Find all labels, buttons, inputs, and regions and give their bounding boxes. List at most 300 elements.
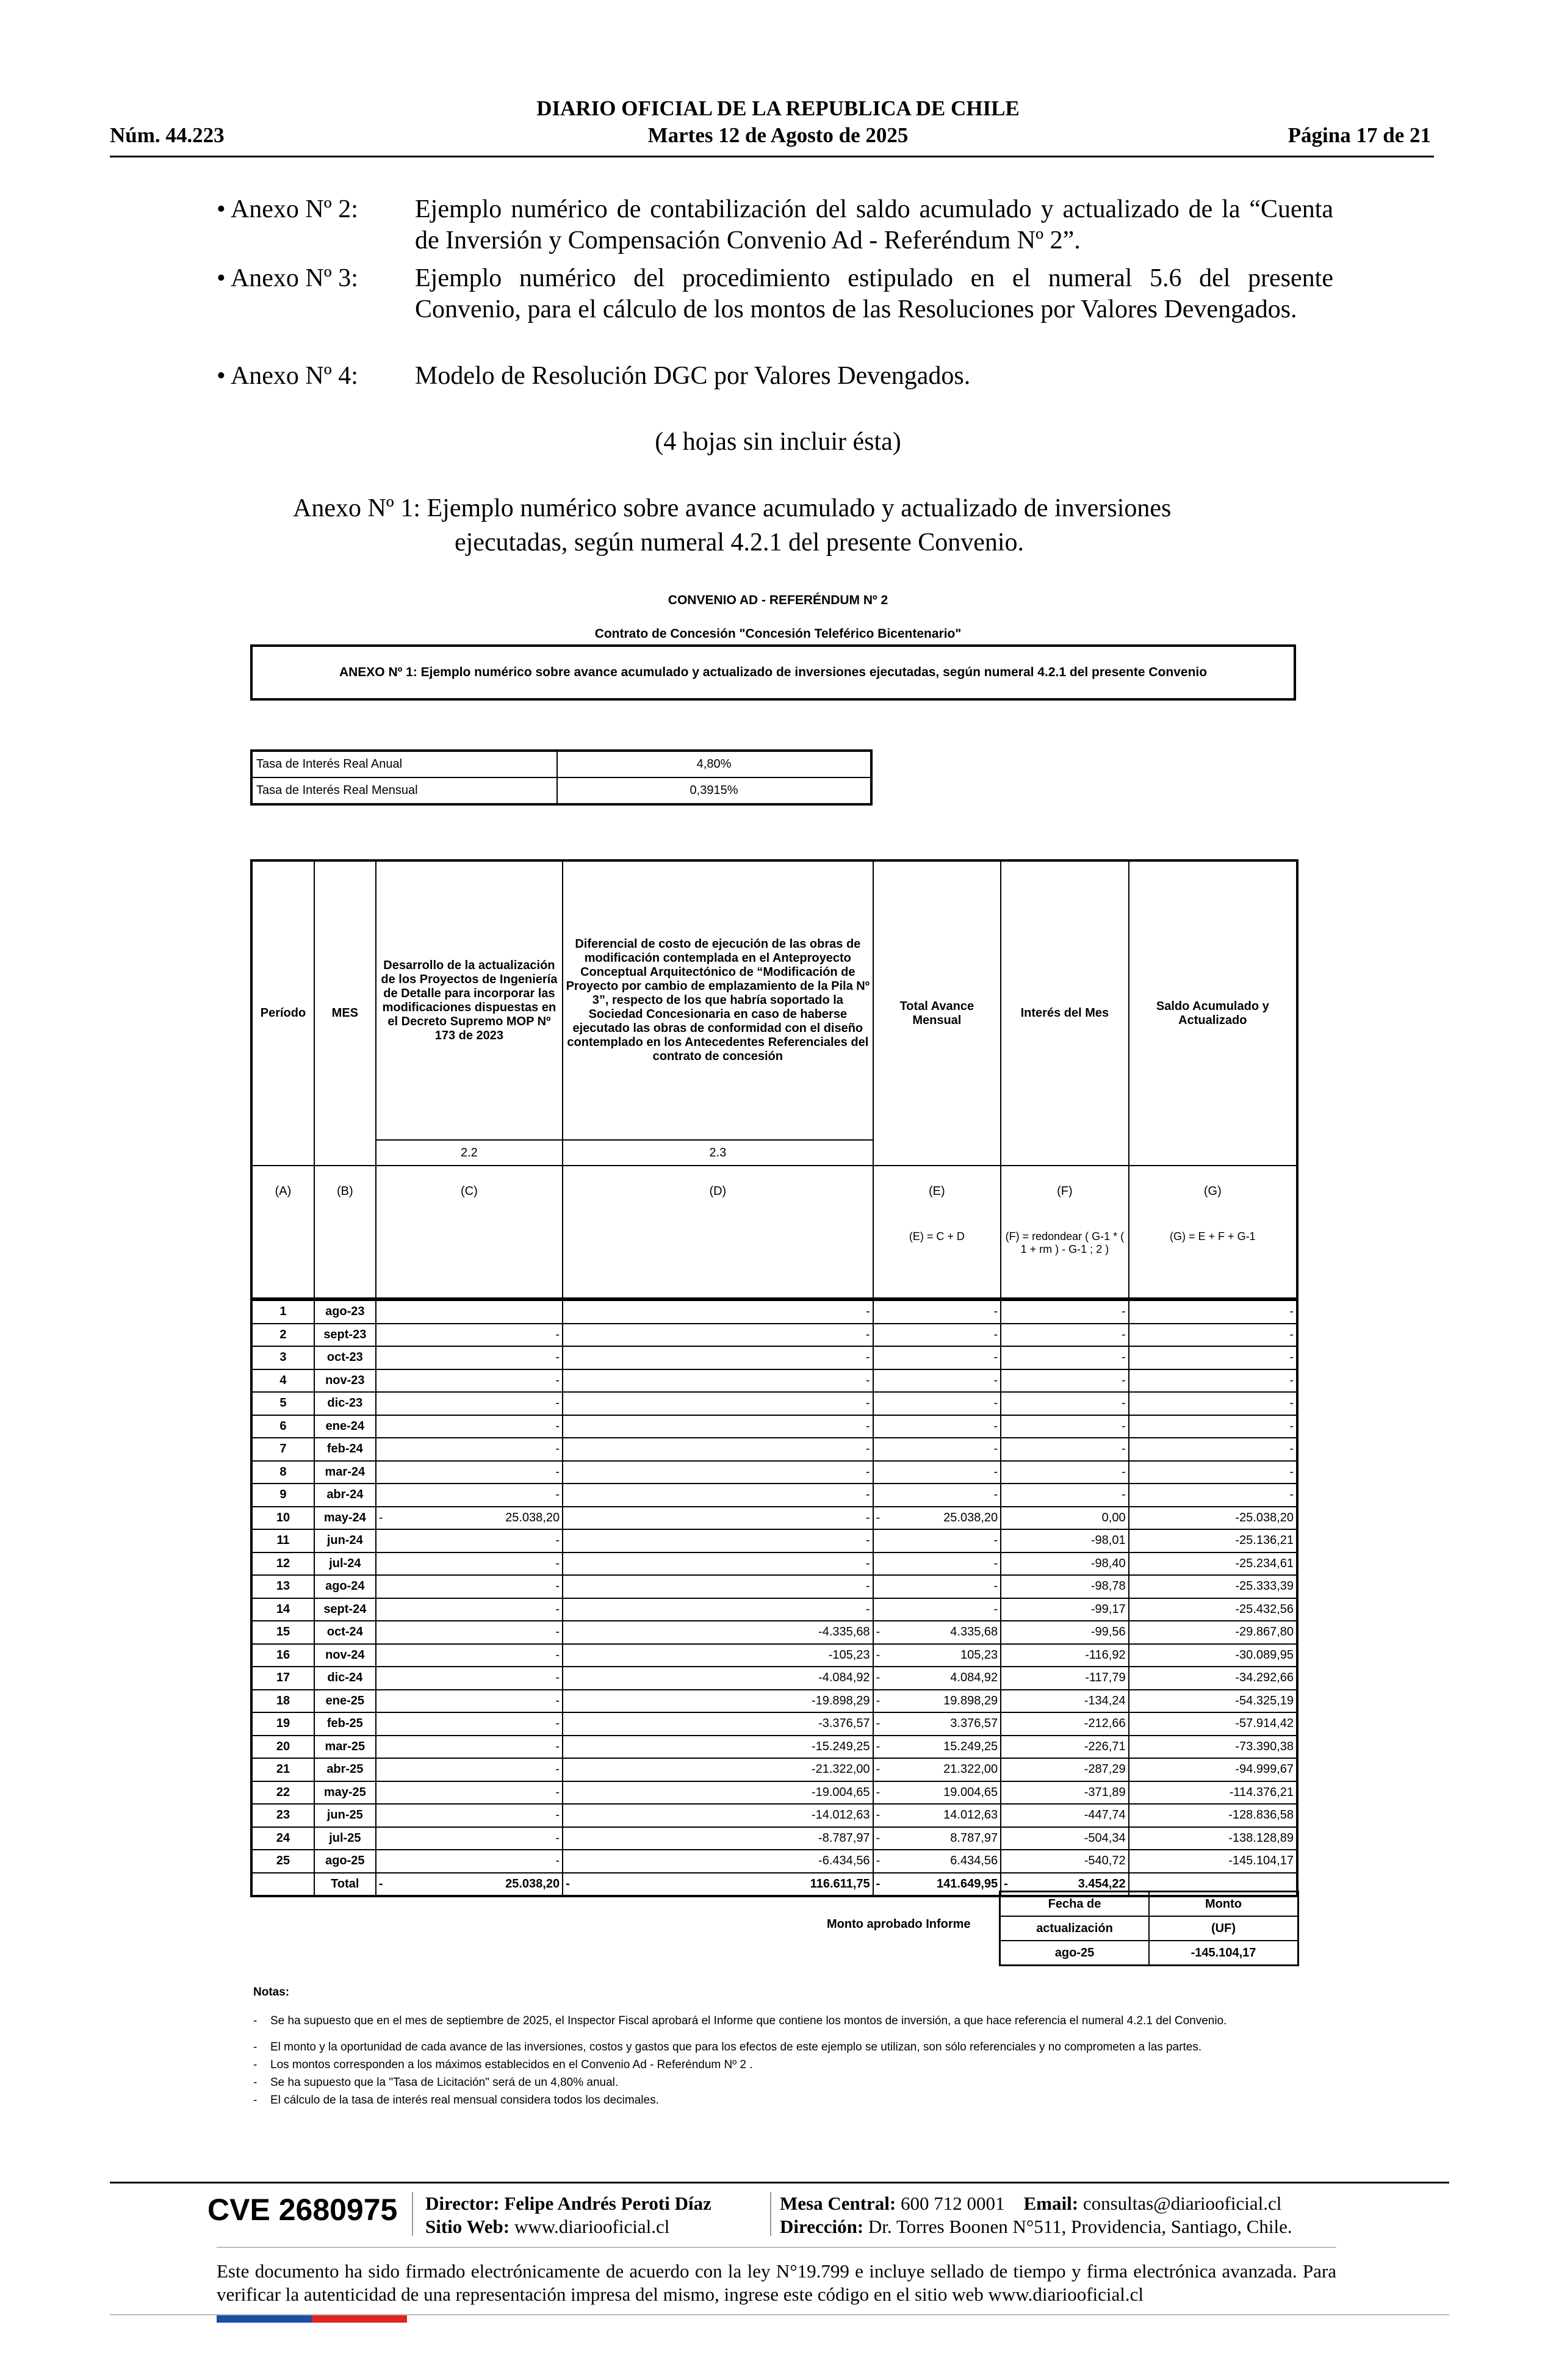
cell-d: - <box>563 1300 873 1324</box>
table-row <box>251 1507 1297 1530</box>
cell-e: - 19.004,65 <box>873 1781 1001 1805</box>
direccion-label: Dirección: <box>780 2216 864 2237</box>
cell-c: - <box>376 1346 563 1369</box>
annex1-title-line1: Anexo Nº 1: Ejemplo numérico sobre avance acumulado y actualizado de inversiones <box>293 494 1172 522</box>
cell-periodo: 24 <box>251 1827 314 1850</box>
cell-c: - <box>376 1644 563 1667</box>
cell-c: - <box>376 1484 563 1507</box>
cell-periodo: 7 <box>251 1438 314 1461</box>
cell-d: -6.434,56 <box>563 1850 873 1873</box>
cell-d: - <box>563 1324 873 1347</box>
cell-c: - <box>376 1736 563 1759</box>
cell-d: - <box>563 1507 873 1530</box>
monto-table <box>999 1891 1299 1966</box>
cell-c: - <box>376 1461 563 1484</box>
annex1-title <box>293 491 1342 560</box>
col-letter: (D) <box>563 1166 873 1299</box>
table-row <box>1000 1916 1298 1941</box>
col-header-mes: MES <box>314 860 376 1166</box>
col-header-e: Total Avance Mensual <box>873 860 1001 1166</box>
cell-e: - 8.787,97 <box>873 1827 1001 1850</box>
col-letter: (G) <box>1203 1185 1222 1198</box>
cell-d: - <box>563 1484 873 1507</box>
director-name: Felipe Andrés Peroti Díaz <box>504 2193 711 2214</box>
cell-f: -371,89 <box>1001 1781 1128 1805</box>
cell-f: -540,72 <box>1001 1850 1128 1873</box>
cell-e: - 21.322,00 <box>873 1758 1001 1781</box>
cell-mes: nov-23 <box>314 1369 376 1393</box>
cell-f: -212,66 <box>1001 1712 1128 1736</box>
cell-mes: feb-24 <box>314 1438 376 1461</box>
col-letter: (C) <box>376 1166 563 1299</box>
cell-mes: abr-25 <box>314 1758 376 1781</box>
annex-item <box>217 361 1333 392</box>
cell-mes: dic-24 <box>314 1667 376 1690</box>
mesa-phone: 600 712 0001 <box>901 2193 1005 2214</box>
cell-mes: mar-25 <box>314 1736 376 1759</box>
page-number: Página 17 de 21 <box>1288 123 1431 147</box>
cell-g: -73.390,38 <box>1129 1736 1297 1759</box>
cell-e: - <box>873 1484 1001 1507</box>
note-item: - Se ha supuesto que en el mes de septiembre de 2025, el Inspector Fiscal aprobará el Informe que contiene los montos de inversión, a que hace referencia el numeral 4.2.1 del Convenio. <box>253 2012 1291 2030</box>
sitio-label: Sitio Web: <box>425 2216 510 2237</box>
monto-label: Monto aprobado Informe <box>827 1917 971 1931</box>
table-row <box>251 1300 1297 1324</box>
cell-periodo: 13 <box>251 1575 314 1598</box>
table-row <box>251 1415 1297 1438</box>
cell-c: - <box>376 1598 563 1621</box>
cell-periodo: 3 <box>251 1346 314 1369</box>
monto-valor: -145.104,17 <box>1149 1941 1298 1966</box>
cell-mes: dic-23 <box>314 1392 376 1415</box>
monto-header: actualización <box>1000 1916 1150 1941</box>
cell-d: - <box>563 1346 873 1369</box>
total-c: - 25.038,20 <box>376 1873 563 1897</box>
cell-mes: oct-24 <box>314 1621 376 1644</box>
footer-rule <box>110 2182 1449 2183</box>
footer-separator <box>770 2192 771 2236</box>
table-row <box>251 1598 1297 1621</box>
table-row <box>251 1621 1297 1644</box>
cell-mes: may-25 <box>314 1781 376 1805</box>
cell-c: - <box>376 1324 563 1347</box>
cell-g: - <box>1129 1438 1297 1461</box>
total-e: - 141.649,95 <box>873 1873 1001 1897</box>
cell-c: - <box>376 1667 563 1690</box>
header-row <box>251 1166 1297 1299</box>
table-row <box>1000 1941 1298 1966</box>
table-row <box>251 1552 1297 1576</box>
cell-periodo: 6 <box>251 1415 314 1438</box>
cell-f: -134,24 <box>1001 1690 1128 1713</box>
mesa-label: Mesa Central: <box>780 2193 896 2214</box>
table-row <box>251 1369 1297 1393</box>
cell-f: -287,29 <box>1001 1758 1128 1781</box>
table-row <box>251 1575 1297 1598</box>
total-blank <box>251 1873 314 1897</box>
cell-mes: jun-25 <box>314 1804 376 1827</box>
monto-header: Fecha de <box>1000 1892 1150 1917</box>
cell-c: - <box>376 1827 563 1850</box>
cell-g: - <box>1129 1300 1297 1324</box>
cell-g: - <box>1129 1369 1297 1393</box>
cell-mes: ago-24 <box>314 1575 376 1598</box>
cell-e: - 25.038,20 <box>873 1507 1001 1530</box>
cell-periodo: 25 <box>251 1850 314 1873</box>
cell-periodo: 20 <box>251 1736 314 1759</box>
cell-c: - <box>376 1575 563 1598</box>
cell-e: - <box>873 1300 1001 1324</box>
cell-c: - <box>376 1438 563 1461</box>
cell-c: - <box>376 1392 563 1415</box>
cell-periodo: 17 <box>251 1667 314 1690</box>
cell-d: -21.322,00 <box>563 1758 873 1781</box>
cell-g: -145.104,17 <box>1129 1850 1297 1873</box>
sitio-link[interactable]: www.diariooficial.cl <box>514 2216 670 2237</box>
cell-periodo: 21 <box>251 1758 314 1781</box>
direccion-text: Dr. Torres Boonen N°511, Providencia, Santiago, Chile. <box>868 2216 1292 2237</box>
cell-d: - <box>563 1575 873 1598</box>
cell-f: -99,56 <box>1001 1621 1128 1644</box>
annex-item <box>217 263 1333 356</box>
cell-mes: ago-23 <box>314 1300 376 1324</box>
formula-g: (G) = E + F + G-1 <box>1170 1230 1256 1242</box>
cell-periodo: 8 <box>251 1461 314 1484</box>
cell-f: -226,71 <box>1001 1736 1128 1759</box>
cell-c: - <box>376 1781 563 1805</box>
cell-mes: ene-24 <box>314 1415 376 1438</box>
cell-d: -3.376,57 <box>563 1712 873 1736</box>
cell-periodo: 5 <box>251 1392 314 1415</box>
annex1-title-line2: ejecutadas, según numeral 4.2.1 del presente Convenio. <box>455 528 1025 557</box>
cell-mes: ene-25 <box>314 1690 376 1713</box>
cell-e: - <box>873 1529 1001 1552</box>
cell-g: -57.914,42 <box>1129 1712 1297 1736</box>
cell-c: - <box>376 1712 563 1736</box>
director-block <box>425 2192 711 2238</box>
issue-number: Núm. 44.223 <box>110 123 225 147</box>
table-row <box>251 1644 1297 1667</box>
cell-g: - <box>1129 1346 1297 1369</box>
cell-c: - <box>376 1621 563 1644</box>
table-row <box>251 1392 1297 1415</box>
cell-mes: sept-24 <box>314 1598 376 1621</box>
table-row <box>251 1712 1297 1736</box>
cell-e: - <box>873 1324 1001 1347</box>
anexo-box: ANEXO Nº 1: Ejemplo numérico sobre avance acumulado y actualizado de inversiones ejecutadas, según numeral 4.2.1 del presente Convenio <box>250 644 1296 701</box>
cell-f: - <box>1001 1369 1128 1393</box>
cell-periodo: 10 <box>251 1507 314 1530</box>
table-row <box>251 1438 1297 1461</box>
cell-e: - 15.249,25 <box>873 1736 1001 1759</box>
cell-d: -19.898,29 <box>563 1690 873 1713</box>
col-letter-f <box>1001 1166 1128 1299</box>
note-item: - Se ha supuesto que la "Tasa de Licitación" será de un 4,80% anual. <box>253 2074 1291 2091</box>
col-header-g: Saldo Acumulado y Actualizado <box>1129 860 1297 1166</box>
col-header-f: Interés del Mes <box>1001 860 1128 1166</box>
note-text: Se ha supuesto que la "Tasa de Licitación" será de un 4,80% anual. <box>270 2076 619 2089</box>
table-row <box>251 1736 1297 1759</box>
cell-g: - <box>1129 1392 1297 1415</box>
table-row <box>251 1781 1297 1805</box>
cell-mes: jul-24 <box>314 1552 376 1576</box>
annex-label: • Anexo Nº 4: <box>217 362 358 390</box>
cell-g: -25.432,56 <box>1129 1598 1297 1621</box>
cell-periodo: 11 <box>251 1529 314 1552</box>
table-row <box>251 1758 1297 1781</box>
cell-e: - 4.084,92 <box>873 1667 1001 1690</box>
monto-header: Monto <box>1149 1892 1298 1917</box>
cell-c: - <box>376 1415 563 1438</box>
table-row <box>251 1529 1297 1552</box>
footer-rule <box>217 2247 1336 2248</box>
cell-g: - <box>1129 1415 1297 1438</box>
note-item: - Los montos corresponden a los máximos establecidos en el Convenio Ad - Referéndum Nº 2 . <box>253 2056 1291 2074</box>
col-num-c: 2.2 <box>376 1140 563 1166</box>
cell-g: -94.999,67 <box>1129 1758 1297 1781</box>
cell-e: - 6.434,56 <box>873 1850 1001 1873</box>
cell-e: - 19.898,29 <box>873 1690 1001 1713</box>
note-item: - El cálculo de la tasa de interés real mensual considera todos los decimales. <box>253 2091 1291 2109</box>
cell-f: -98,01 <box>1001 1529 1128 1552</box>
cell-periodo: 16 <box>251 1644 314 1667</box>
cell-mes: jul-25 <box>314 1827 376 1850</box>
cell-e: - <box>873 1575 1001 1598</box>
note-text: Los montos corresponden a los máximos establecidos en el Convenio Ad - Referéndum Nº 2 . <box>270 2058 753 2071</box>
cell-periodo: 9 <box>251 1484 314 1507</box>
header-rule <box>110 156 1434 157</box>
cell-c: - <box>376 1369 563 1393</box>
table-row <box>251 1484 1297 1507</box>
cell-g: -34.292,66 <box>1129 1667 1297 1690</box>
annex-text: Ejemplo numérico del procedimiento estipulado en el numeral 5.6 del presente Convenio, para el cálculo de los montos de las Resoluciones por Valores Devengados. <box>415 264 1333 323</box>
cell-e: - <box>873 1369 1001 1393</box>
annex-item <box>217 194 1333 256</box>
cell-f: - <box>1001 1461 1128 1484</box>
col-num-d: 2.3 <box>563 1140 873 1166</box>
cell-d: -14.012,63 <box>563 1804 873 1827</box>
cell-f: - <box>1001 1300 1128 1324</box>
cell-e: - <box>873 1438 1001 1461</box>
cell-e: - 3.376,57 <box>873 1712 1001 1736</box>
annex-label: • Anexo Nº 2: <box>217 195 358 223</box>
cell-d: - <box>563 1415 873 1438</box>
cell-f: 0,00 <box>1001 1507 1128 1530</box>
interest-rate-table <box>250 749 873 806</box>
annex-label: • Anexo Nº 3: <box>217 264 358 292</box>
cell-mes: sept-23 <box>314 1324 376 1347</box>
cell-mes: feb-25 <box>314 1712 376 1736</box>
cell-d: - <box>563 1461 873 1484</box>
cell-f: - <box>1001 1346 1128 1369</box>
cell-f: - <box>1001 1324 1128 1347</box>
contrato-title: Contrato de Concesión "Concesión Teleférico Bicentenario" <box>594 627 962 641</box>
cell-c: - <box>376 1850 563 1873</box>
cell-f: - <box>1001 1392 1128 1415</box>
cell-mes: may-24 <box>314 1507 376 1530</box>
cell-d: - <box>563 1438 873 1461</box>
cell-periodo: 4 <box>251 1369 314 1393</box>
total-label: Total <box>314 1873 376 1897</box>
newspaper-title: DIARIO OFICIAL DE LA REPUBLICA DE CHILE <box>536 96 1020 120</box>
table-body <box>251 1299 1297 1896</box>
cell-f: - <box>1001 1438 1128 1461</box>
signature-note: Este documento ha sido firmado electrónicamente de acuerdo con la ley N°19.799 e incluye sellado de tiempo y firma electrónica avanzada. Para verificar la autenticidad de una representación impresa del mismo, ingrese este código en el sitio web www.diariooficial.cl <box>217 2260 1336 2305</box>
cell-mes: oct-23 <box>314 1346 376 1369</box>
note-text: El monto y la oportunidad de cada avance de las inversiones, costos y gastos que para los efectos de este ejemplo se utilizan, son sólo referenciales y no comprometen a las partes. <box>270 2041 1202 2054</box>
cell-c: - <box>376 1529 563 1552</box>
cell-g: -138.128,89 <box>1129 1827 1297 1850</box>
cell-periodo: 12 <box>251 1552 314 1576</box>
cell-mes: abr-24 <box>314 1484 376 1507</box>
cell-c: - 25.038,20 <box>376 1507 563 1530</box>
table-row <box>251 1690 1297 1713</box>
cell-d: -105,23 <box>563 1644 873 1667</box>
cell-mes: jun-24 <box>314 1529 376 1552</box>
cve-code: CVE 2680975 <box>207 2193 398 2227</box>
cell-periodo: 15 <box>251 1621 314 1644</box>
flag-blue <box>217 2315 312 2323</box>
total-f: - 3.454,22 <box>1001 1873 1128 1897</box>
col-letter-g <box>1129 1166 1297 1299</box>
cell-periodo: 1 <box>251 1300 314 1324</box>
cell-d: -4.084,92 <box>563 1667 873 1690</box>
cell-d: - <box>563 1529 873 1552</box>
cell-d: -4.335,68 <box>563 1621 873 1644</box>
notes <box>253 1983 1291 2109</box>
cell-mes: nov-24 <box>314 1644 376 1667</box>
cell-g: -25.136,21 <box>1129 1529 1297 1552</box>
cell-c: - <box>376 1804 563 1827</box>
cell-f: -116,92 <box>1001 1644 1128 1667</box>
cell-c: - <box>376 1690 563 1713</box>
cell-f: -98,78 <box>1001 1575 1128 1598</box>
annex-text: Modelo de Resolución DGC por Valores Devengados. <box>415 362 971 390</box>
cell-periodo: 2 <box>251 1324 314 1347</box>
cell-e: - <box>873 1552 1001 1576</box>
email-label: Email: <box>1023 2193 1079 2214</box>
cell-g: -25.333,39 <box>1129 1575 1297 1598</box>
cell-g: - <box>1129 1484 1297 1507</box>
cell-d: - <box>563 1552 873 1576</box>
col-header-d: Diferencial de costo de ejecución de las obras de modificación contemplada en el Anteproyecto Conceptual Arquitectónico de “Modificación de Proyecto por cambio de emplazamiento de la Pila Nº 3”, respecto de los que habría soportado la Sociedad Concesionaria en caso de haberse ejecutado las obras de conformidad con el diseño contemplado en los Antecedentes Referenciales del contrato de concesión <box>563 860 873 1140</box>
col-letter-e <box>873 1166 1001 1299</box>
director-label: Director: <box>425 2193 500 2214</box>
rate-label: Tasa de Interés Real Mensual <box>251 777 557 804</box>
sheets-note: (4 hojas sin incluir ésta) <box>655 428 901 456</box>
cell-e: - <box>873 1346 1001 1369</box>
col-header-c: Desarrollo de la actualización de los Proyectos de Ingeniería de Detalle para incorporar las modificaciones dispuestas en el Decreto Supremo MOP Nº 173 de 2023 <box>376 860 563 1140</box>
col-letter: (A) <box>251 1166 314 1299</box>
rate-value: 4,80% <box>557 751 871 777</box>
cell-f: - <box>1001 1484 1128 1507</box>
table-row <box>251 751 871 777</box>
notes-title: Notas: <box>253 1986 290 1999</box>
cell-g: -30.089,95 <box>1129 1644 1297 1667</box>
cell-f: -117,79 <box>1001 1667 1128 1690</box>
cell-c: - <box>376 1552 563 1576</box>
table-row <box>251 1827 1297 1850</box>
cell-f: -447,74 <box>1001 1804 1128 1827</box>
cell-g: -25.038,20 <box>1129 1507 1297 1530</box>
cell-f: -504,34 <box>1001 1827 1128 1850</box>
cell-g: -29.867,80 <box>1129 1621 1297 1644</box>
table-row <box>251 1667 1297 1690</box>
cell-c: - <box>376 1758 563 1781</box>
table-row <box>251 1804 1297 1827</box>
note-text: El cálculo de la tasa de interés real mensual considera todos los decimales. <box>270 2094 659 2107</box>
investment-table <box>250 859 1298 1897</box>
cell-e: - <box>873 1392 1001 1415</box>
cell-periodo: 18 <box>251 1690 314 1713</box>
cell-periodo: 19 <box>251 1712 314 1736</box>
convenio-title: CONVENIO AD - REFERÉNDUM Nº 2 <box>668 593 888 607</box>
cell-g: -128.836,58 <box>1129 1804 1297 1827</box>
cell-f: -98,40 <box>1001 1552 1128 1576</box>
cell-periodo: 22 <box>251 1781 314 1805</box>
rate-value: 0,3915% <box>557 777 871 804</box>
cell-e: - 4.335,68 <box>873 1621 1001 1644</box>
table-row <box>251 1850 1297 1873</box>
cell-g: - <box>1129 1324 1297 1347</box>
formula-f: (F) = redondear ( G-1 * ( 1 + rm ) - G-1 ; 2 ) <box>1005 1230 1125 1255</box>
table-row <box>251 1461 1297 1484</box>
cell-periodo: 14 <box>251 1598 314 1621</box>
monto-fecha: ago-25 <box>1000 1941 1150 1966</box>
rate-label: Tasa de Interés Real Anual <box>251 751 557 777</box>
formula-e: (E) = C + D <box>909 1230 965 1242</box>
table-row <box>1000 1892 1298 1917</box>
header-row <box>251 860 1297 1140</box>
cell-mes: ago-25 <box>314 1850 376 1873</box>
cell-f: -99,17 <box>1001 1598 1128 1621</box>
cell-d: -8.787,97 <box>563 1827 873 1850</box>
note-item: - El monto y la oportunidad de cada avance de las inversiones, costos y gastos que para los efectos de este ejemplo se utilizan, son sólo referenciales y no comprometen a las partes. <box>253 2038 1291 2056</box>
email-link[interactable]: consultas@diariooficial.cl <box>1082 2193 1282 2214</box>
monto-header: (UF) <box>1149 1916 1298 1941</box>
cell-g: -114.376,21 <box>1129 1781 1297 1805</box>
col-letter: (E) <box>929 1185 945 1198</box>
issue-date: Martes 12 de Agosto de 2025 <box>647 123 909 147</box>
footer-separator <box>412 2192 413 2236</box>
cell-f: - <box>1001 1415 1128 1438</box>
flag-red <box>312 2315 407 2323</box>
cell-d: - <box>563 1392 873 1415</box>
col-letter: (F) <box>1057 1185 1073 1198</box>
cell-d: - <box>563 1369 873 1393</box>
table-row <box>251 1346 1297 1369</box>
cell-g: - <box>1129 1461 1297 1484</box>
note-text: Se ha supuesto que en el mes de septiembre de 2025, el Inspector Fiscal aprobará el Informe que contiene los montos de inversión, a que hace referencia el numeral 4.2.1 del Convenio. <box>270 2014 1227 2027</box>
cell-g: -54.325,19 <box>1129 1690 1297 1713</box>
cell-d: -19.004,65 <box>563 1781 873 1805</box>
total-d: - 116.611,75 <box>563 1873 873 1897</box>
cell-e: - 105,23 <box>873 1644 1001 1667</box>
cell-e: - <box>873 1598 1001 1621</box>
cell-g: -25.234,61 <box>1129 1552 1297 1576</box>
cell-d: -15.249,25 <box>563 1736 873 1759</box>
annex-text: Ejemplo numérico de contabilización del saldo acumulado y actualizado de la “Cuenta de Inversión y Compensación Convenio Ad - Referéndum Nº 2”. <box>415 195 1333 254</box>
cell-mes: mar-24 <box>314 1461 376 1484</box>
col-header-periodo: Período <box>251 860 314 1166</box>
cell-d: - <box>563 1598 873 1621</box>
cell-e: - 14.012,63 <box>873 1804 1001 1827</box>
cell-e: - <box>873 1461 1001 1484</box>
cell-c <box>376 1300 563 1324</box>
col-letter: (B) <box>314 1166 376 1299</box>
flag-bar <box>217 2315 407 2323</box>
cell-periodo: 23 <box>251 1804 314 1827</box>
